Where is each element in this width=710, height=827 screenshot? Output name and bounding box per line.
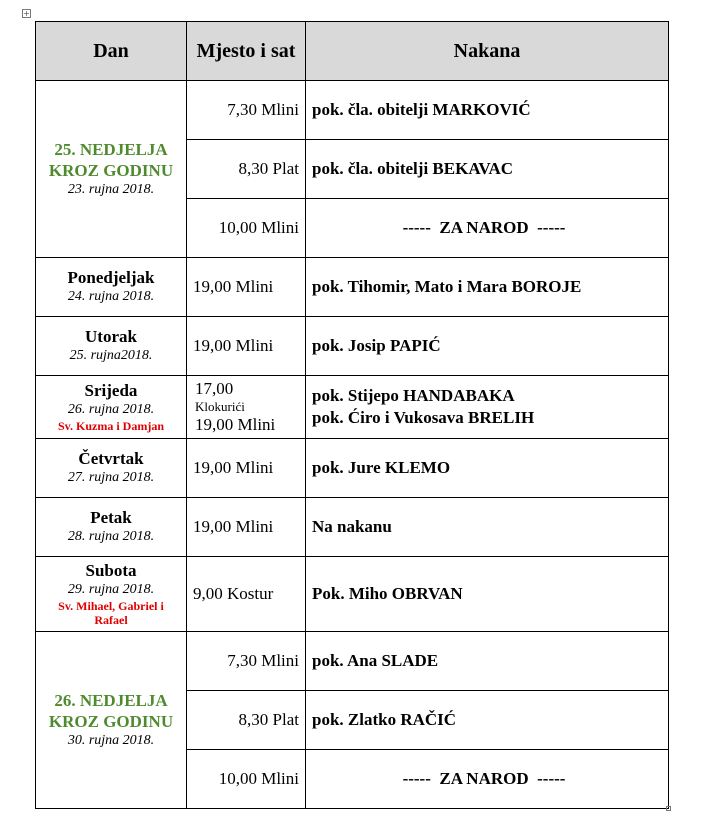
date: 23. rujna 2018. [67,182,155,197]
intention: pok. Stijepo HANDABAKA [312,386,515,405]
day-cell [36,258,187,317]
intention: pok. čla. obitelji MARKOVIĆ [306,81,669,140]
place-time: 19,00 Mlini [187,317,306,376]
header-day: Dan [36,22,187,81]
table-row [36,632,669,691]
date: 30. rujna 2018. [67,733,155,748]
header-intention: Nakana [306,22,669,81]
date: 28. rujna 2018. [67,529,155,544]
table-row [36,557,669,632]
intention: ----- ZA NAROD ----- [306,750,669,809]
day-cell [36,557,187,632]
place-time: 10,00 Mlini [187,199,306,258]
intention: pok. Zlatko RAČIĆ [306,691,669,750]
sunday-title: 25. NEDJELJA [54,140,168,159]
intention: pok. Josip PAPIĆ [306,317,669,376]
intention: Na nakanu [306,498,669,557]
place-time: 7,30 Mlini [187,632,306,691]
place-time: 8,30 Plat [187,140,306,199]
day-name: Petak [90,508,132,527]
intention-cell [306,376,669,439]
place-time: 9,00 Kostur [187,557,306,632]
intention: pok. Ćiro i Vukosava BRELIH [312,408,535,427]
day-name: Utorak [85,327,137,346]
day-cell [36,439,187,498]
day-cell [36,376,187,439]
table-row [36,376,669,439]
sunday-title: 26. NEDJELJA [54,691,168,710]
feast-label: Rafael [94,613,128,627]
day-name: Četvrtak [78,449,144,468]
intention: pok. Tihomir, Mato i Mara BOROJE [306,258,669,317]
intention: pok. Jure KLEMO [306,439,669,498]
day-name: Subota [85,561,137,580]
table-move-handle-icon[interactable]: + [23,9,30,18]
feast-label: Sv. Mihael, Gabriel i [58,599,164,613]
intention: ----- ZA NAROD ----- [306,199,669,258]
date: 29. rujna 2018. [67,582,155,597]
day-name: Srijeda [84,381,138,400]
date: 27. rujna 2018. [67,470,155,485]
day-name: Ponedjeljak [67,268,155,287]
table-row [36,498,669,557]
date: 24. rujna 2018. [67,289,155,304]
table-row [36,81,669,140]
place-time: 19,00 Mlini [187,498,306,557]
date: 26. rujna 2018. [67,402,155,417]
day-cell [36,498,187,557]
table-row [36,317,669,376]
day-cell [36,317,187,376]
sunday-2-cell [36,632,187,809]
table-resize-handle-icon[interactable] [666,806,671,811]
sunday-1-cell [36,81,187,258]
sunday-title: KROZ GODINU [48,712,174,731]
sunday-title: KROZ GODINU [48,161,174,180]
feast-label: Sv. Kuzma i Damjan [57,419,164,433]
intention: pok. čla. obitelji BEKAVAC [306,140,669,199]
place-name: Klokurići [195,399,245,414]
place-time: 19,00 Mlini [195,415,276,434]
mass-schedule-table [35,21,669,809]
place-time-cell [187,376,306,439]
place-time: 17,00 [195,379,234,398]
table-row [36,439,669,498]
intention: pok. Ana SLADE [306,632,669,691]
place-time: 8,30 Plat [187,691,306,750]
intention: Pok. Miho OBRVAN [306,557,669,632]
header-place-time: Mjesto i sat [187,22,306,81]
header-row [36,22,669,81]
date: 25. rujna2018. [69,348,153,363]
place-time: 19,00 Mlini [187,439,306,498]
table-row [36,258,669,317]
place-time: 7,30 Mlini [187,81,306,140]
place-time: 10,00 Mlini [187,750,306,809]
place-time: 19,00 Mlini [187,258,306,317]
